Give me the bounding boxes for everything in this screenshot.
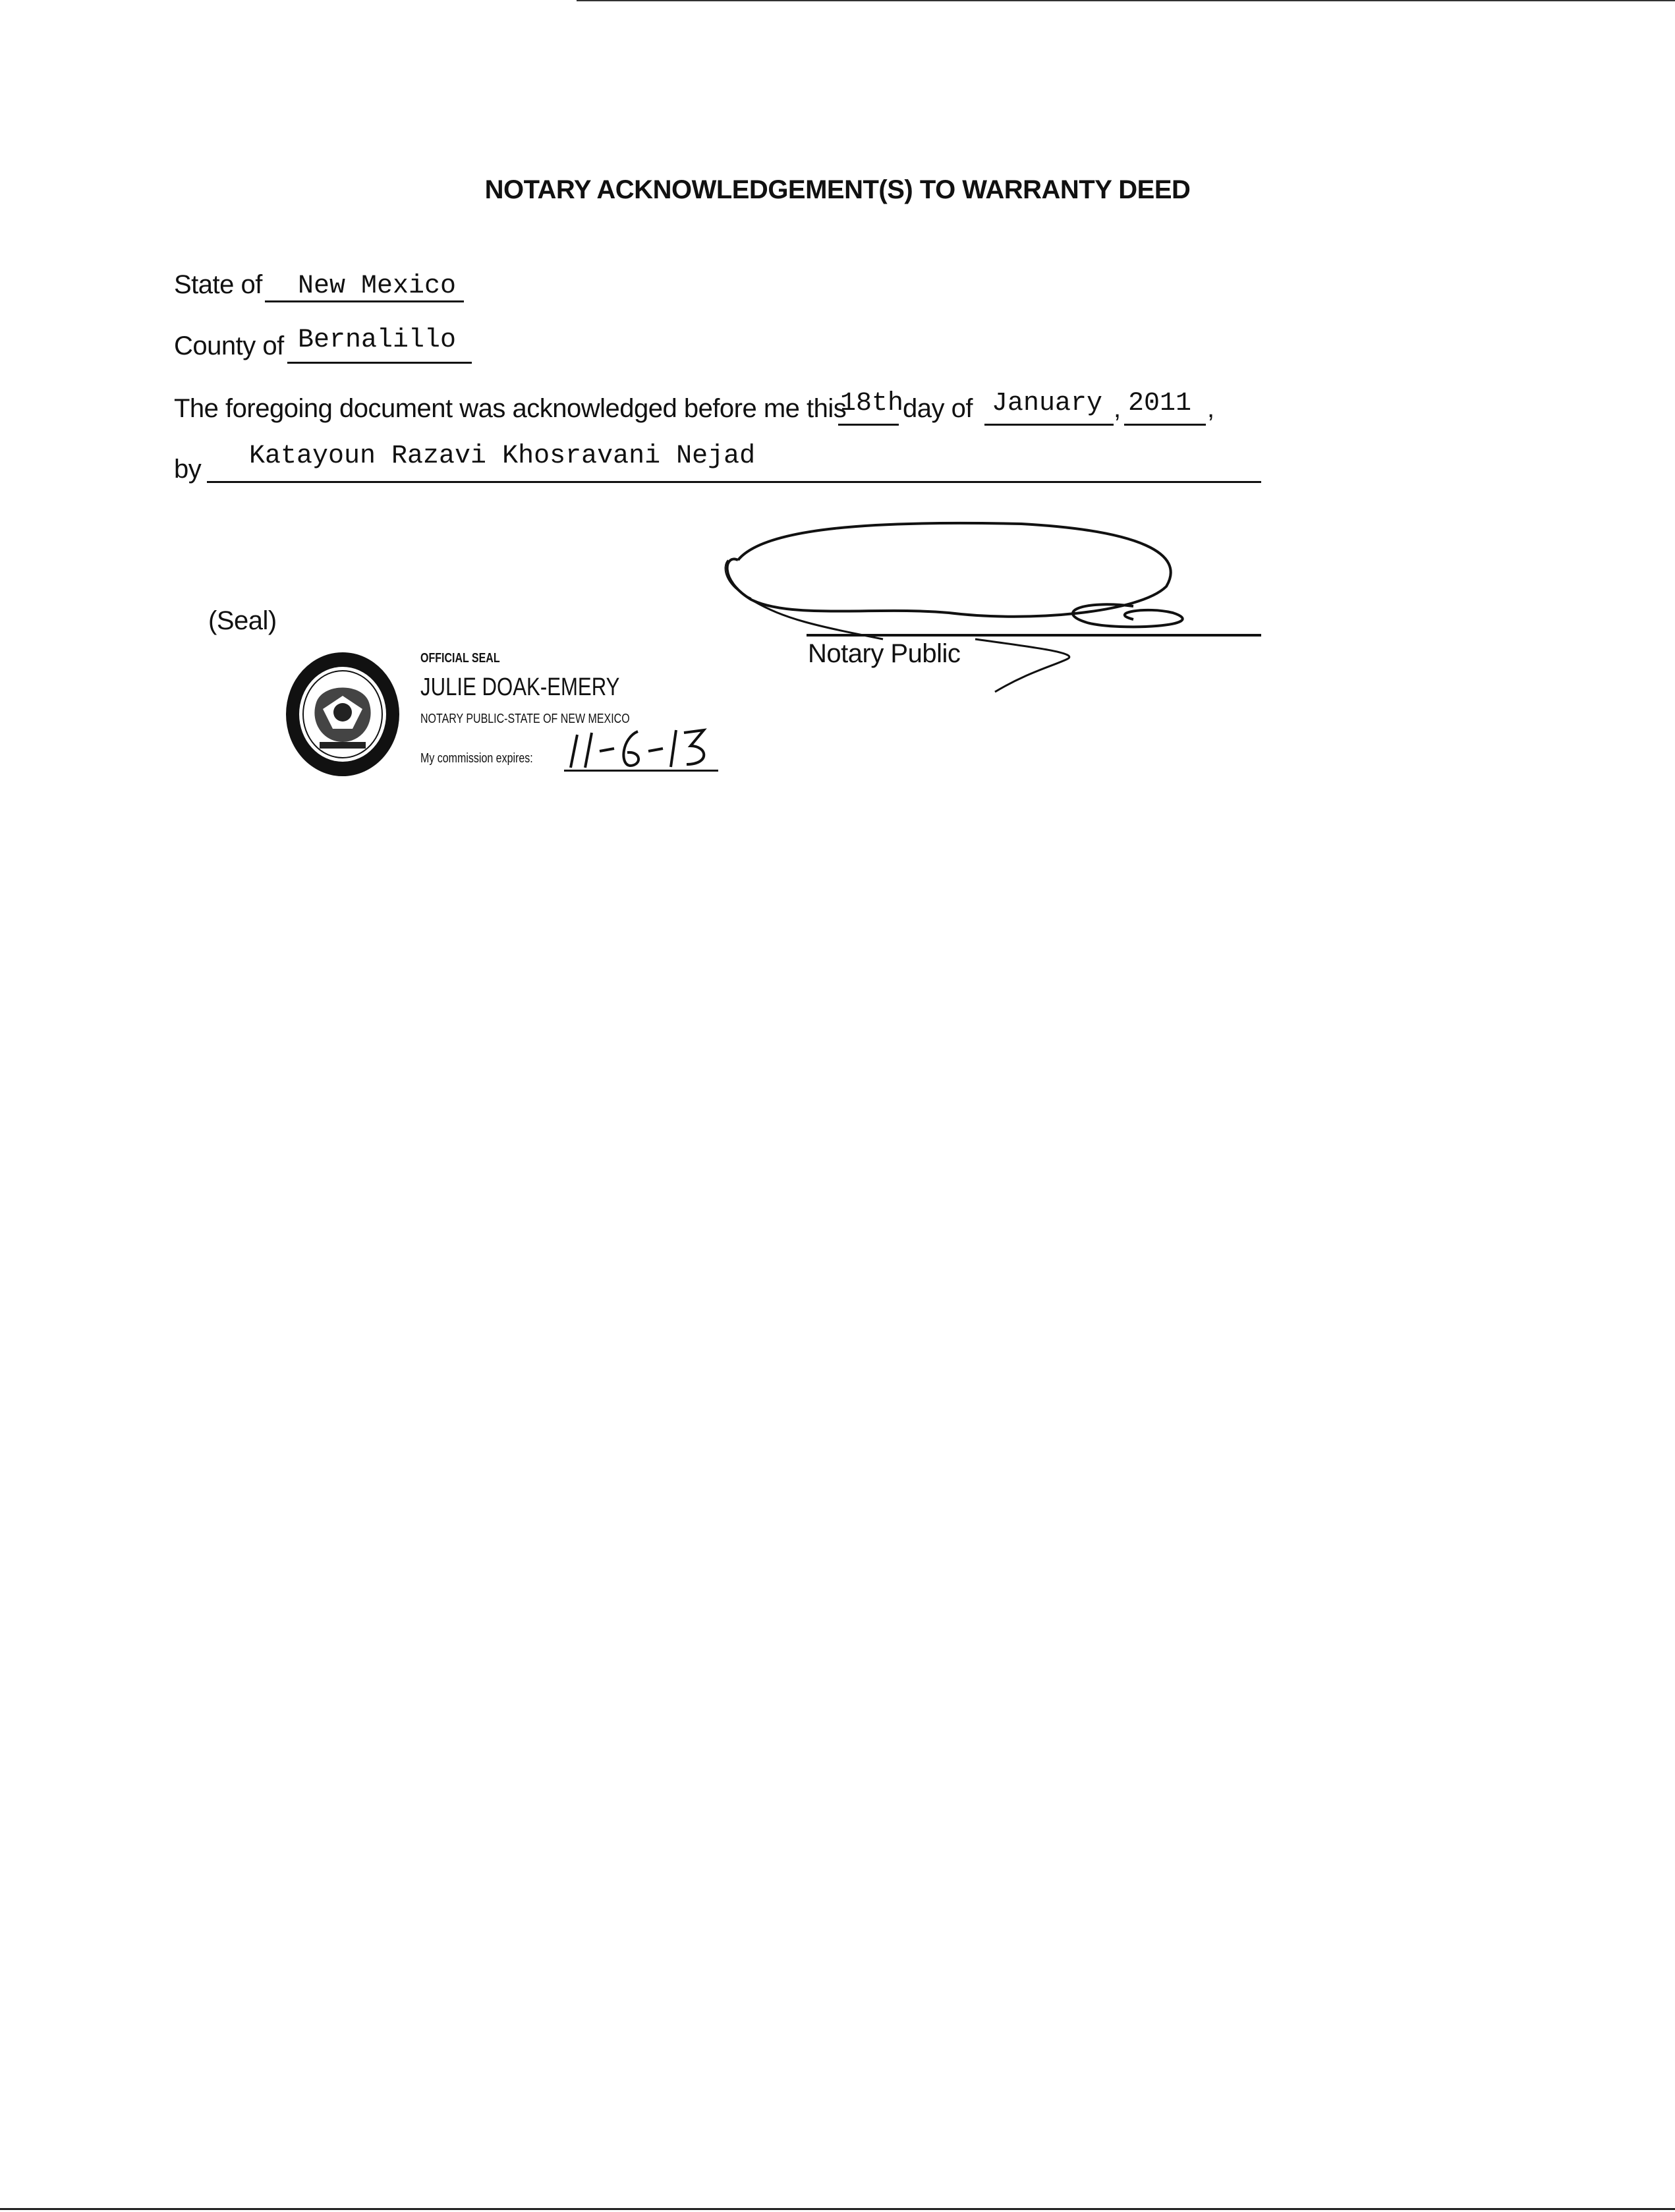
ack-year: 2011 bbox=[1128, 389, 1192, 418]
notary-name: JULIE DOAK-EMERY bbox=[420, 673, 620, 701]
county-label: County of bbox=[174, 331, 284, 360]
notary-title-line: NOTARY PUBLIC-STATE OF NEW MEXICO bbox=[420, 712, 630, 726]
official-seal-heading: OFFICIAL SEAL bbox=[420, 651, 500, 666]
bottom-border-line bbox=[0, 2208, 1675, 2210]
top-border-line bbox=[577, 0, 1675, 1]
ack-month: January bbox=[992, 389, 1103, 418]
county-value: Bernalillo bbox=[298, 326, 457, 355]
ack-day: 18th bbox=[840, 389, 904, 418]
by-value: Katayoun Razavi Khosravani Nejad bbox=[249, 441, 756, 471]
commission-expires-label: My commission expires: bbox=[420, 751, 533, 766]
day-underline bbox=[838, 424, 899, 426]
ack-text-2: day of bbox=[903, 394, 973, 423]
ack-text-1: The foregoing document was acknowledged before me this bbox=[174, 394, 847, 423]
state-value: New Mexico bbox=[298, 271, 457, 301]
state-seal-emblem bbox=[283, 650, 402, 779]
year-underline bbox=[1124, 424, 1206, 426]
by-label: by bbox=[174, 455, 202, 484]
ack-end-comma: , bbox=[1207, 394, 1214, 423]
notary-public-label: Notary Public bbox=[808, 639, 961, 668]
by-underline bbox=[207, 481, 1261, 483]
ack-comma: , bbox=[1114, 394, 1121, 423]
county-underline bbox=[287, 362, 472, 364]
document-title: NOTARY ACKNOWLEDGEMENT(S) TO WARRANTY DEED bbox=[484, 175, 1191, 204]
month-underline bbox=[984, 424, 1114, 426]
state-label: State of bbox=[174, 270, 262, 299]
commission-expires-handwritten bbox=[564, 725, 716, 771]
signature-line bbox=[807, 634, 1261, 637]
notary-signature bbox=[712, 514, 1239, 712]
seal-label: (Seal) bbox=[208, 606, 277, 635]
